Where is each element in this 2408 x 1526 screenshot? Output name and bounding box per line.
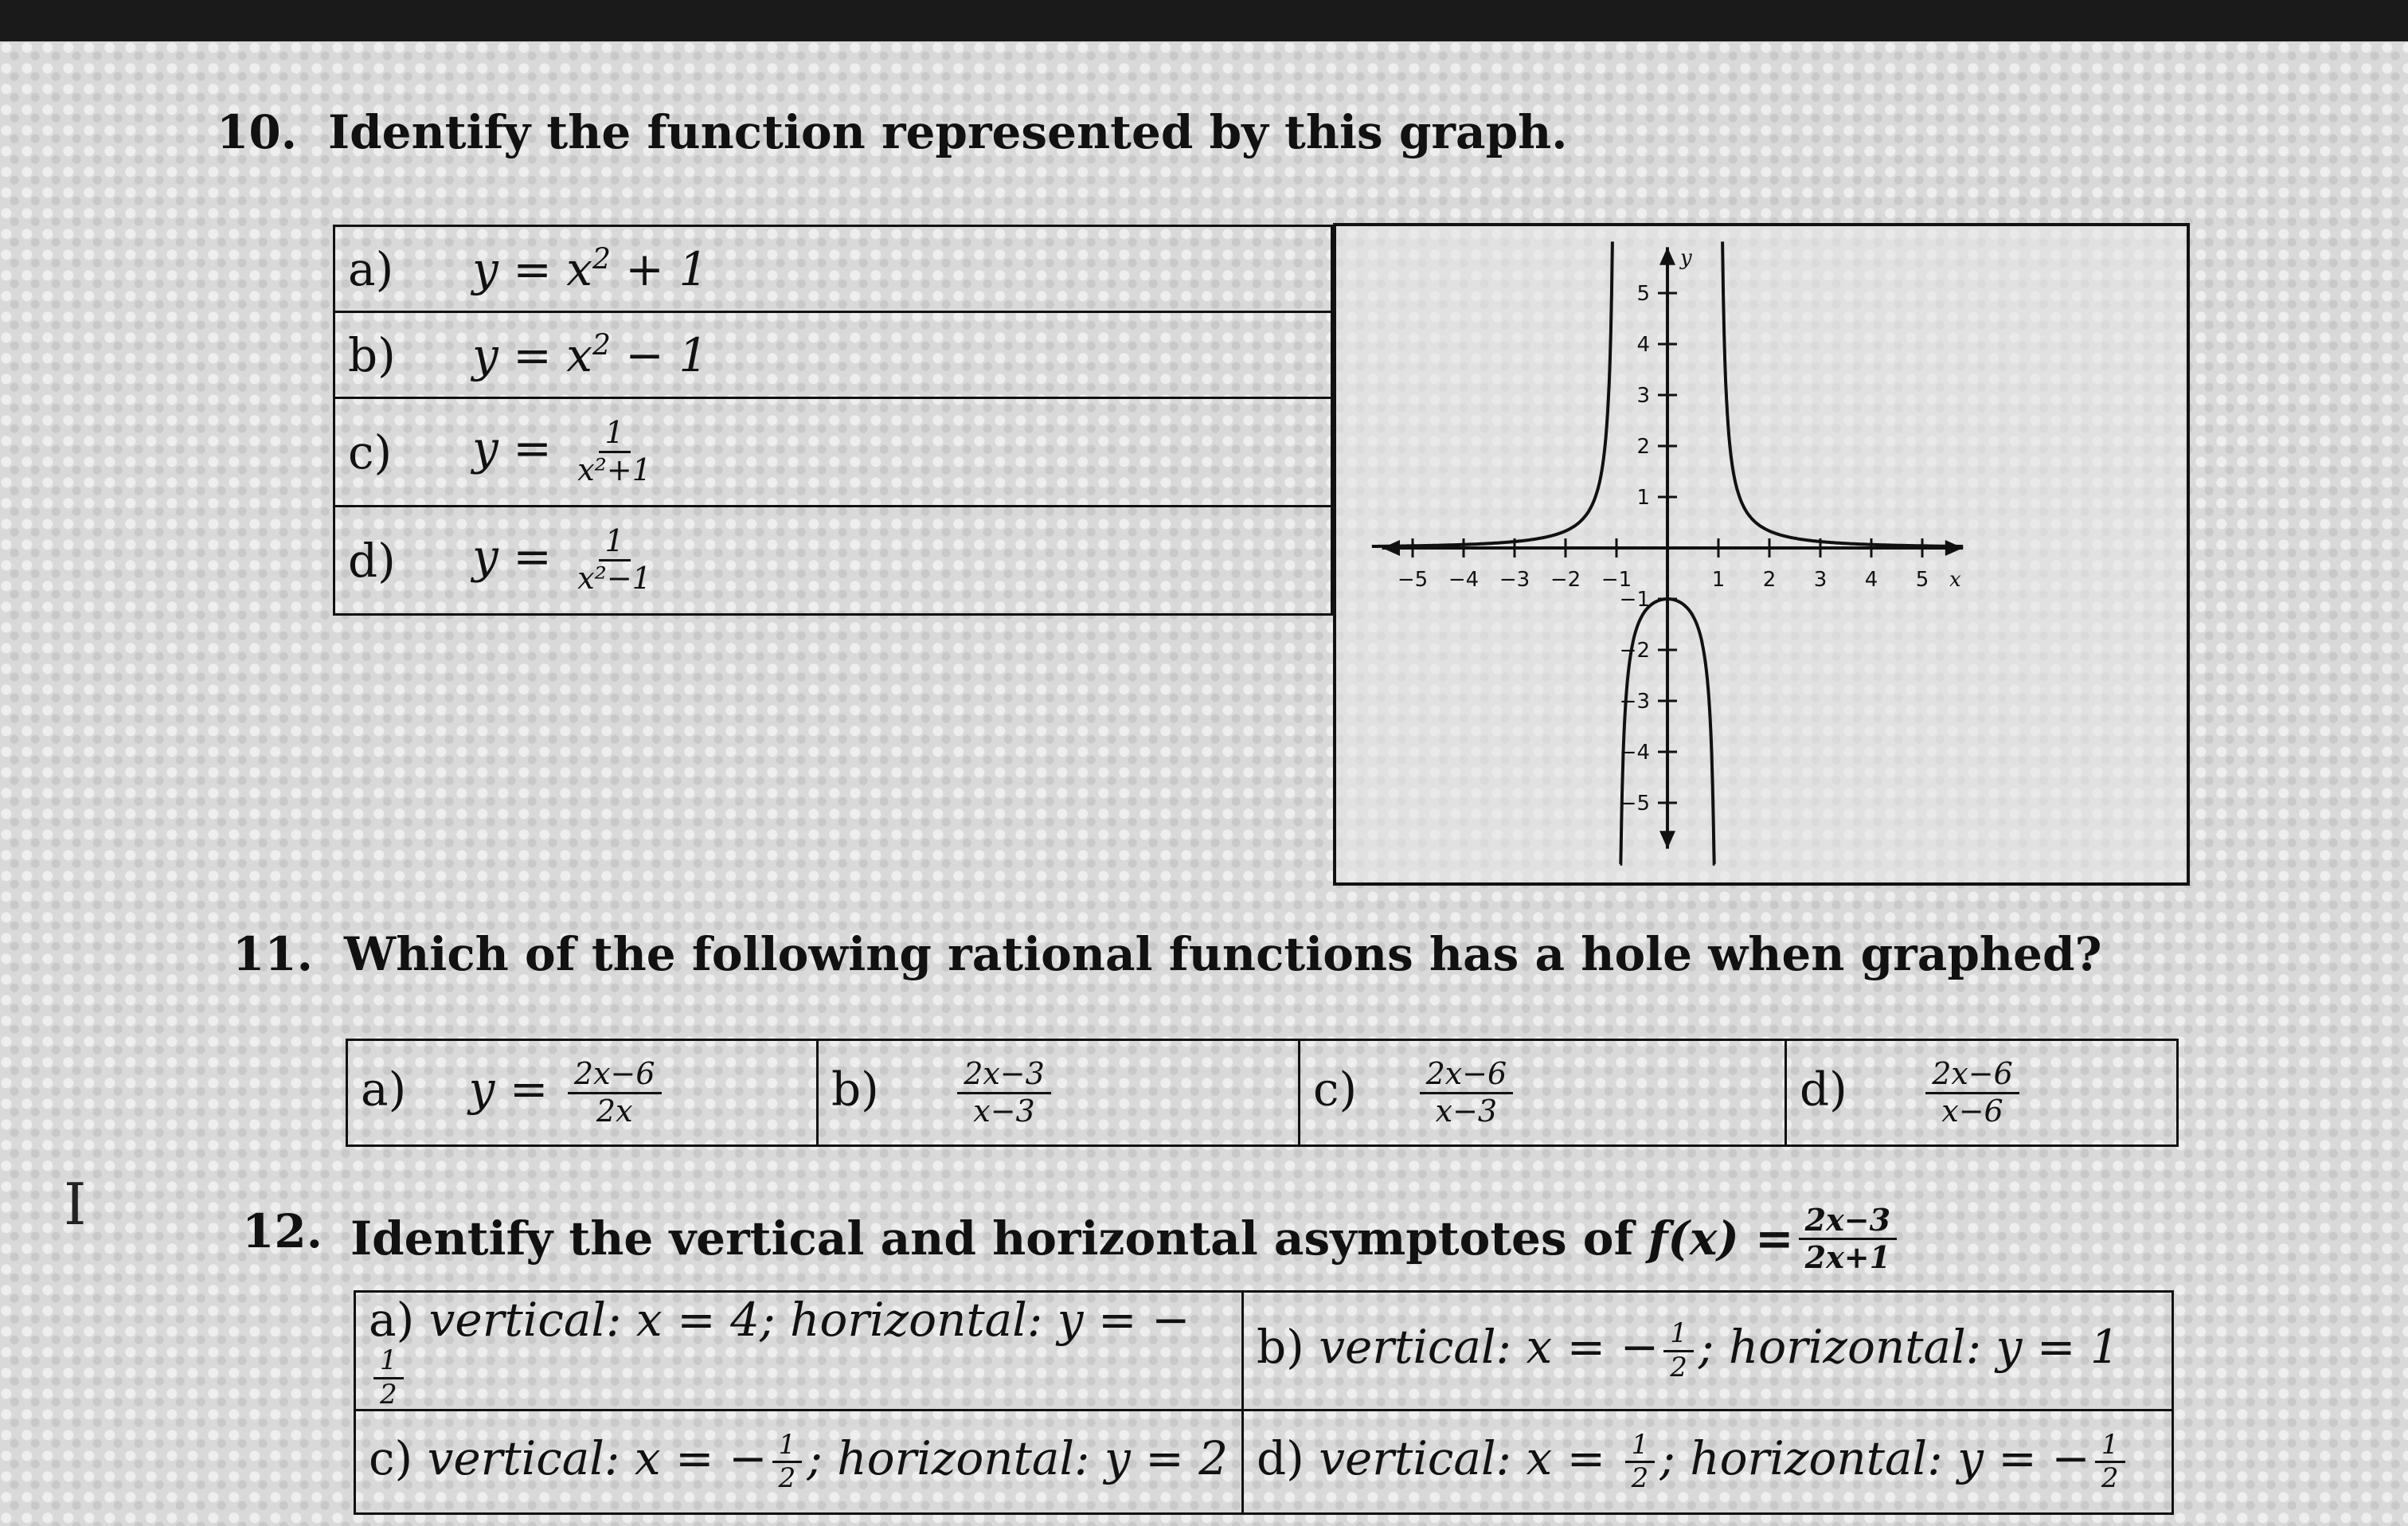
fraction-denominator: x−6 bbox=[1941, 1093, 2003, 1129]
y-tick-label: −5 bbox=[1619, 792, 1650, 816]
fraction-numerator: 1 bbox=[1625, 1431, 1656, 1464]
fraction-numerator: 2x−6 bbox=[1925, 1058, 2019, 1094]
q11-question: Which of the following rational functions has a hole when graphed? bbox=[344, 927, 2102, 981]
x-tick-label: 2 bbox=[1762, 568, 1777, 592]
q11-option-a[interactable] bbox=[347, 1040, 818, 1146]
option-label: c) bbox=[348, 425, 393, 479]
y-axis-arrow bbox=[1659, 247, 1675, 264]
option-text: vertical: x = bbox=[1319, 1430, 1620, 1485]
y-axis-arrow-down bbox=[1659, 831, 1675, 848]
option-text-rest: ; horizontal: y = − bbox=[1659, 1430, 2090, 1485]
fraction-numerator: 2x−6 bbox=[1420, 1058, 1514, 1094]
option-lhs: y = bbox=[472, 421, 552, 475]
q12-function-fraction bbox=[1799, 1204, 1897, 1274]
option-lhs: y = bbox=[468, 1062, 549, 1117]
y-tick-label: −4 bbox=[1619, 741, 1650, 765]
q12-option-b[interactable] bbox=[1243, 1292, 2173, 1411]
y-tick-label: 4 bbox=[1636, 333, 1650, 357]
q10-option-b[interactable] bbox=[334, 312, 1332, 398]
option-text-rest: ; horizontal: y = 2 bbox=[807, 1430, 1229, 1485]
fraction-numerator: 1 bbox=[599, 417, 631, 453]
expr-lhs: y = x bbox=[472, 327, 592, 382]
y-tick-label: 2 bbox=[1636, 435, 1650, 459]
option-fraction bbox=[772, 1428, 803, 1495]
x-tick-label: 3 bbox=[1813, 568, 1828, 592]
q11-option-b[interactable] bbox=[818, 1040, 1300, 1146]
fraction-denominator: 2 bbox=[778, 1462, 796, 1495]
option-label: c) bbox=[369, 1430, 413, 1485]
fraction-denominator: x−3 bbox=[1435, 1093, 1498, 1129]
q12-question-text: Identify the vertical and horizontal asymptotes of bbox=[350, 1211, 1634, 1266]
option-label: a) bbox=[361, 1062, 407, 1117]
y-tick-label: 1 bbox=[1636, 486, 1650, 510]
x-tick-label: −1 bbox=[1601, 568, 1632, 592]
y-tick-label: 3 bbox=[1636, 384, 1650, 408]
q10-option-a[interactable] bbox=[334, 226, 1332, 312]
option-label: b) bbox=[348, 327, 396, 382]
q10-question: Identify the function represented by this graph. bbox=[328, 105, 1568, 159]
expr-lhs: y = x bbox=[472, 241, 592, 296]
q10-option-c[interactable] bbox=[334, 398, 1332, 507]
option-lhs: y = bbox=[472, 529, 552, 584]
expr-exponent: 2 bbox=[592, 243, 611, 276]
q12-option-c[interactable] bbox=[355, 1411, 1243, 1514]
option-fraction bbox=[373, 1344, 404, 1411]
y-tick-label: −3 bbox=[1619, 690, 1650, 714]
q11-option-d[interactable] bbox=[1786, 1040, 2178, 1146]
q12-options-table bbox=[354, 1290, 2174, 1515]
q12-function-lhs: f(x) = bbox=[1648, 1211, 1794, 1266]
option-fraction bbox=[1663, 1317, 1694, 1383]
fraction-numerator: 2x−3 bbox=[957, 1058, 1051, 1094]
option-label: d) bbox=[1800, 1062, 1847, 1117]
x-tick-label: 4 bbox=[1864, 568, 1878, 592]
x-tick-label: −5 bbox=[1397, 568, 1429, 592]
option-label: d) bbox=[348, 533, 396, 588]
q12-question bbox=[350, 1204, 1902, 1274]
option-fraction bbox=[1420, 1055, 1514, 1129]
option-label: d) bbox=[1257, 1430, 1304, 1485]
option-fraction bbox=[957, 1055, 1051, 1129]
option-label: b) bbox=[1257, 1320, 1304, 1375]
q12-number: 12. bbox=[242, 1204, 322, 1258]
x-tick-label: −2 bbox=[1550, 568, 1581, 592]
curve-right-branch bbox=[1722, 241, 1963, 546]
fraction-denominator: x²−1 bbox=[577, 561, 651, 596]
q11-number: 11. bbox=[233, 927, 313, 981]
option-text: vertical: x = 4; horizontal: y = − bbox=[428, 1293, 1190, 1347]
x-tick-label: 5 bbox=[1915, 568, 1929, 592]
q11-option-c[interactable] bbox=[1300, 1040, 1786, 1146]
option-fraction bbox=[571, 523, 658, 596]
option-label: b) bbox=[831, 1062, 879, 1117]
q10-number: 10. bbox=[217, 105, 297, 159]
option-fraction-2 bbox=[2095, 1428, 2125, 1495]
fraction-numerator: 2x−6 bbox=[568, 1058, 662, 1094]
y-tick-label: −1 bbox=[1619, 588, 1650, 612]
y-axis-label: y bbox=[1680, 246, 1692, 270]
x-tick-label: −3 bbox=[1499, 568, 1530, 592]
x-tick-label: 1 bbox=[1711, 568, 1726, 592]
fraction-denominator: 2 bbox=[1670, 1351, 1687, 1383]
option-fraction bbox=[571, 417, 658, 487]
fraction-denominator: 2x+1 bbox=[1804, 1238, 1891, 1275]
option-fraction bbox=[1625, 1428, 1656, 1495]
option-fraction bbox=[568, 1055, 662, 1129]
worksheet-page bbox=[0, 41, 2408, 1526]
x-tick-label: −4 bbox=[1448, 568, 1480, 592]
option-label: c) bbox=[1313, 1062, 1358, 1117]
fraction-numerator: 2x−3 bbox=[1799, 1204, 1897, 1240]
fraction-numerator: 1 bbox=[599, 526, 631, 561]
x-axis-arrow-left bbox=[1382, 540, 1400, 556]
expr-rest: − 1 bbox=[610, 327, 709, 382]
option-text-rest: ; horizontal: y = 1 bbox=[1698, 1320, 2120, 1375]
expr-rest: + 1 bbox=[610, 241, 709, 296]
fraction-numerator: 1 bbox=[772, 1431, 803, 1464]
fraction-denominator: 2 bbox=[1631, 1462, 1649, 1495]
fraction-numerator: 1 bbox=[373, 1347, 404, 1379]
curve-left-branch bbox=[1372, 241, 1612, 546]
fraction-denominator: 2x bbox=[596, 1093, 633, 1129]
option-expression bbox=[472, 328, 708, 382]
graph-svg bbox=[1336, 226, 2187, 882]
fraction-denominator: x²+1 bbox=[577, 452, 651, 487]
y-tick-label: −2 bbox=[1619, 639, 1650, 663]
expr-exponent: 2 bbox=[592, 329, 611, 362]
fraction-denominator: 2 bbox=[380, 1378, 397, 1411]
option-text: vertical: x = − bbox=[1319, 1320, 1659, 1375]
q11-options-table bbox=[346, 1039, 2179, 1147]
fraction-numerator: 1 bbox=[2095, 1431, 2125, 1464]
q10-options-table bbox=[333, 225, 1333, 616]
fraction-denominator: 2 bbox=[2101, 1462, 2119, 1495]
option-label: a) bbox=[369, 1293, 415, 1347]
y-tick-label: 5 bbox=[1636, 282, 1650, 306]
option-label: a) bbox=[348, 241, 394, 296]
text-cursor-icon: I bbox=[64, 1171, 87, 1238]
option-text: vertical: x = − bbox=[427, 1430, 768, 1485]
q10-graph bbox=[1333, 223, 2190, 886]
x-axis-label: x bbox=[1949, 568, 1961, 592]
option-expression bbox=[472, 242, 708, 296]
fraction-denominator: x−3 bbox=[973, 1093, 1035, 1129]
q12-option-a[interactable] bbox=[355, 1292, 1243, 1411]
option-fraction bbox=[1925, 1055, 2019, 1129]
q10-option-d[interactable] bbox=[334, 507, 1332, 615]
q12-option-d[interactable] bbox=[1243, 1411, 2173, 1514]
fraction-numerator: 1 bbox=[1663, 1320, 1694, 1352]
